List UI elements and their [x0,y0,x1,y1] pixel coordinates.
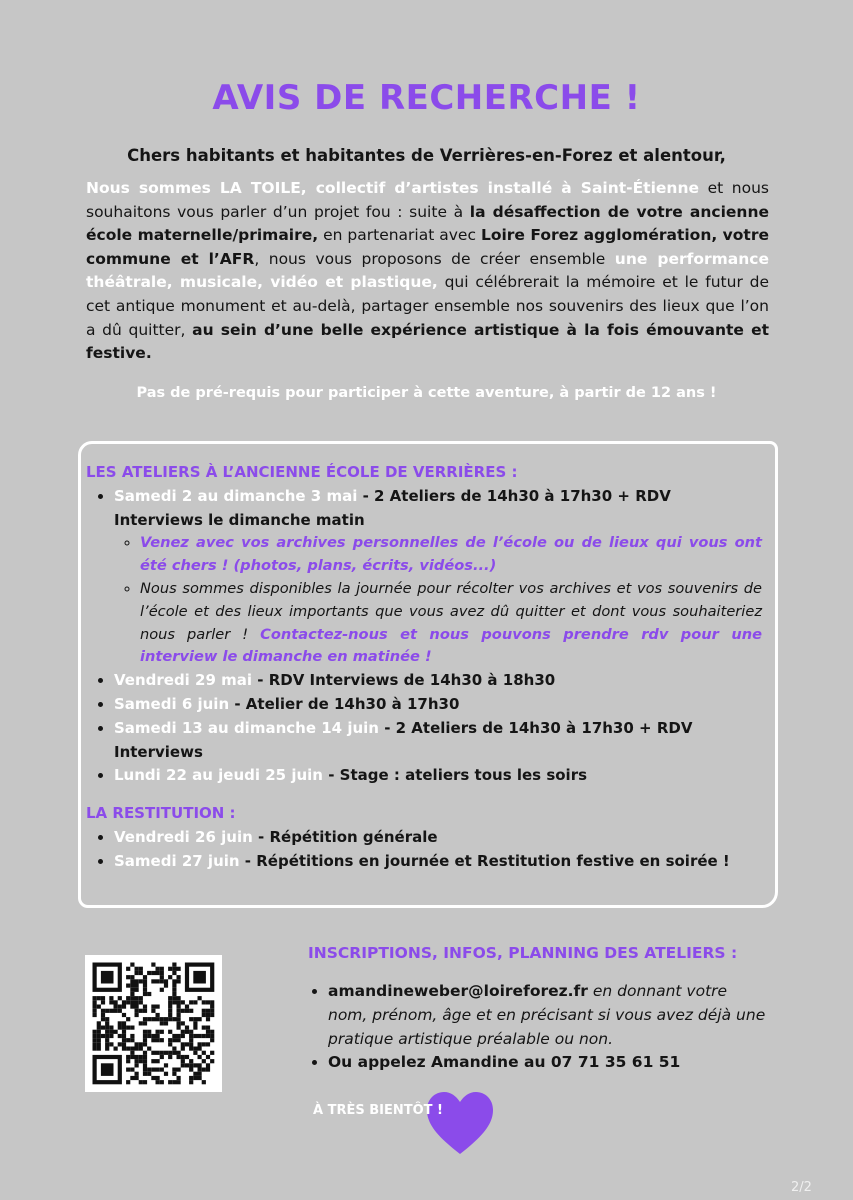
heart-icon [425,1090,495,1156]
intro-paragraph [86,177,769,366]
workshops-heading: LES ATELIERS À L’ANCIENNE ÉCOLE DE VERRIÈRES : [86,463,518,481]
workshop-item [114,717,762,765]
workshop-item [114,669,762,693]
intro-text-2: en partenariat avec [318,226,481,245]
contact-email-item [328,980,770,1051]
intro-text-3: , nous vous proposons de créer ensemble [254,249,615,268]
workshop-item [114,485,762,669]
workshop-sublist [114,532,762,669]
inscriptions-list [308,980,770,1075]
restitution-item [114,826,762,850]
inscriptions-content [308,980,770,1075]
restitution-date: Samedi 27 juin [114,851,240,870]
contact-phone[interactable]: Ou appelez Amandine au 07 71 35 61 51 [328,1053,681,1072]
archives-call: Venez avec vos archives personnelles de l’école ou de lieux qui vous ont été chers ! (photos, plans, écrits, vidéos...) [140,534,762,575]
availability-text: Nous sommes disponibles la journée pour récolter vos archives et vos souvenirs de l’école et des lieux importants que vous avez dû quitter et dont vous souhaiteriez nous parler ! [140,579,762,643]
inscriptions-heading: INSCRIPTIONS, INFOS, PLANNING DES ATELIERS : [308,944,738,962]
contact-email-link[interactable]: amandineweber@loireforez.fr [328,982,588,1000]
workshop-item [114,693,762,717]
intro-school: la désaffection de votre ancienne école maternelle/primaire, [86,202,769,245]
restitution-text: - Répétitions en journée et Restitution festive en soirée ! [239,851,730,870]
closing-text: À TRÈS BIENTÔT ! [313,1103,443,1118]
workshop-date: Vendredi 29 mai [114,671,253,690]
workshop-date: Lundi 22 au jeudi 25 juin [114,766,323,785]
intro-experience: au sein d’une belle expérience artistique à la fois émouvante et festive. [86,320,769,363]
restitution-date: Vendredi 26 juin [114,827,253,846]
contact-call: Contactez-nous et nous pouvons prendre rdv pour une interview le dimanche en matinée ! [140,625,762,666]
qr-code-icon[interactable] [85,955,222,1092]
restitution-item [114,850,762,874]
qr-code-graphic [85,955,222,1092]
email-instructions: en donnant votre nom, prénom, âge et en précisant si vous avez déjà une pratique artistique préalable ou non. [328,982,766,1048]
intro-collective: Nous sommes LA TOILE, collectif d’artistes installé à Saint-Étienne [86,179,700,197]
workshop-text: - 2 Ateliers de 14h30 à 17h30 + RDV Interviews [114,718,693,761]
schedule-content [86,461,762,874]
workshop-text: - RDV Interviews de 14h30 à 18h30 [252,671,556,690]
intro-performance: une performance théâtrale, musicale, vidéo et plastique, [86,249,769,292]
restitution-heading: LA RESTITUTION : [86,804,236,823]
prerequisites-note: Pas de pré-requis pour participer à cette aventure, à partir de 12 ans ! [136,385,717,401]
contact-phone-item [328,1051,770,1075]
workshop-subitem [140,578,762,669]
workshop-text: - 2 Ateliers de 14h30 à 17h30 + RDV Interviews le dimanche matin [114,486,671,529]
workshops-list [86,485,762,788]
intro-partners: Loire Forez agglomération, votre commune et l’AFR [86,226,769,268]
workshop-date: Samedi 13 au dimanche 14 juin [114,718,379,737]
workshop-text: - Stage : ateliers tous les soirs [322,766,588,785]
greeting: Chers habitants et habitantes de Verrières-en-Forez et alentour, [127,146,726,165]
intro-text-1: et nous souhaitons vous parler d’un projet fou : suite à [86,179,769,221]
restitution-text: - Répétition générale [252,827,438,846]
restitution-list [86,826,762,874]
workshop-text: - Atelier de 14h30 à 17h30 [229,694,460,713]
workshop-subitem [140,532,762,578]
page-title: AVIS DE RECHERCHE ! [212,78,641,118]
workshop-date: Samedi 6 juin [114,694,230,713]
page-number: 2/2 [791,1180,812,1195]
workshop-date: Samedi 2 au dimanche 3 mai [114,486,358,505]
intro-text-4: qui célébrerait la mémoire et le futur de cet antique monument et au-delà, partager ensemble nos souvenirs des lieux que l’on a dû quitter, [86,273,769,339]
workshop-item [114,764,762,788]
